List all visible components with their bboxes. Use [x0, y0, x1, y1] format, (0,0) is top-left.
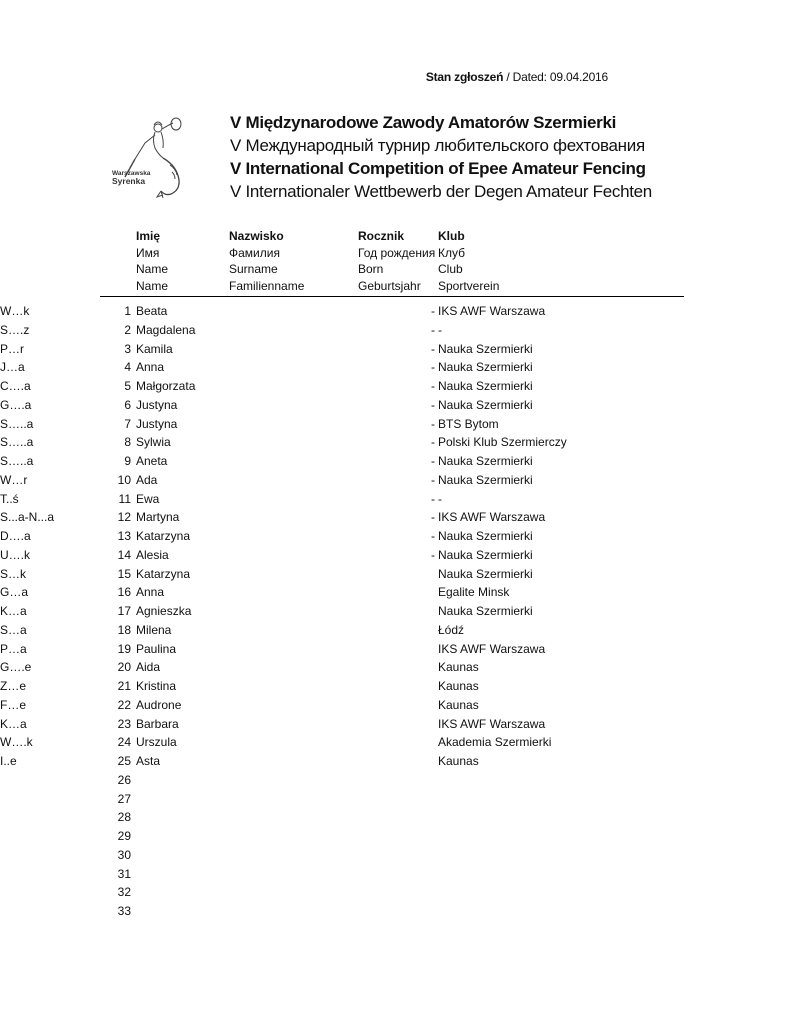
- surname: D….a: [0, 529, 31, 543]
- row-number: 22: [117, 697, 131, 712]
- row-number: 19: [117, 641, 131, 656]
- surname: F…e: [0, 697, 27, 712]
- header-divider: [100, 296, 684, 297]
- mermaid-fencer-icon: [110, 115, 205, 200]
- row-number: 1: [124, 304, 131, 318]
- separator-dash: -: [431, 416, 435, 431]
- club-name: Kaunas: [438, 697, 479, 712]
- row-number: 20: [117, 660, 131, 675]
- surname: K…a: [0, 604, 27, 618]
- club-name: Nauka Szermierki: [438, 547, 533, 562]
- table-row: [0, 321, 791, 340]
- surname: W…k: [0, 304, 30, 318]
- column-header-first-name: [136, 228, 168, 294]
- row-number: 29: [117, 829, 131, 843]
- row-number: 15: [117, 566, 131, 581]
- column-header-label: Фамилия: [229, 245, 280, 260]
- club-name: -: [438, 322, 442, 337]
- row-number: 31: [117, 866, 131, 881]
- table-row: [0, 471, 791, 490]
- surname: P…r: [0, 341, 24, 356]
- row-number: 4: [124, 360, 131, 375]
- column-header-label: Name: [136, 262, 169, 276]
- column-header-label: Familienname: [229, 278, 305, 293]
- table-row: [0, 602, 791, 621]
- first-name: Anna: [136, 585, 165, 600]
- club-name: Nauka Szermierki: [438, 566, 533, 581]
- column-header-label: Год рождения: [358, 245, 436, 260]
- separator-dash: -: [431, 472, 435, 487]
- surname: G….e: [0, 660, 32, 675]
- row-number: 11: [118, 491, 131, 506]
- first-name: Ada: [136, 472, 158, 487]
- first-name: Kristina: [136, 679, 177, 693]
- first-name: Aneta: [136, 454, 168, 468]
- first-name: Kamila: [136, 341, 173, 356]
- row-number: 7: [124, 416, 131, 431]
- column-header-surname: [229, 228, 304, 294]
- club-name: Kaunas: [438, 660, 479, 675]
- table-row: [0, 490, 791, 509]
- dated-label: Stan zgłoszeń: [425, 70, 504, 84]
- table-row: [0, 827, 791, 846]
- row-number: 18: [117, 622, 131, 637]
- club-name: -: [438, 491, 442, 506]
- row-number: 12: [117, 510, 131, 525]
- club-name: BTS Bytom: [438, 416, 499, 431]
- surname: S…..a: [0, 416, 34, 431]
- separator-dash: -: [431, 360, 435, 375]
- first-name: Magdalena: [136, 322, 196, 337]
- row-number: 33: [117, 904, 131, 918]
- first-name: Katarzyna: [136, 529, 191, 543]
- separator-dash: -: [431, 341, 435, 356]
- first-name: Aida: [136, 660, 161, 675]
- row-number: 16: [117, 585, 131, 600]
- row-number: 17: [117, 604, 131, 618]
- club-name: Nauka Szermierki: [438, 472, 533, 487]
- club-name: Kaunas: [438, 679, 479, 693]
- table-row: [0, 396, 791, 415]
- club-name: Akademia Szermierki: [438, 735, 552, 750]
- title-polish: V Międzynarodowe Zawody Amatorów Szermierki: [230, 113, 617, 132]
- first-name: Agnieszka: [136, 604, 192, 618]
- column-header-label: Klub: [438, 229, 465, 243]
- logo-line2: Syrenka: [112, 176, 146, 186]
- row-number: 8: [124, 435, 131, 450]
- table-row: [0, 415, 791, 434]
- first-name: Justyna: [136, 397, 178, 412]
- column-header-label: Sportverein: [438, 278, 500, 293]
- first-name: Urszula: [136, 735, 177, 750]
- club-name: Nauka Szermierki: [438, 529, 533, 543]
- title-german: V Internationaler Wettbewerb der Degen Amateur Fechten: [230, 182, 652, 201]
- surname: I..e: [0, 754, 17, 768]
- column-header-label: Club: [438, 262, 463, 276]
- row-number: 9: [124, 454, 131, 468]
- row-number: 30: [117, 847, 131, 862]
- surname: S…..a: [0, 454, 34, 468]
- row-number: 32: [117, 885, 131, 900]
- surname: G…a: [0, 585, 29, 600]
- club-name: Polski Klub Szermierczy: [438, 435, 567, 450]
- column-header-label: Клуб: [438, 245, 465, 260]
- row-number: 23: [117, 716, 131, 731]
- table-row: [0, 883, 791, 902]
- table-row: [0, 377, 791, 396]
- separator-dash: -: [431, 322, 435, 337]
- table-row: [0, 902, 791, 921]
- separator-dash: -: [431, 529, 435, 543]
- surname: U….k: [0, 547, 30, 562]
- club-name: Nauka Szermierki: [438, 604, 533, 618]
- first-name: Alesia: [136, 547, 169, 562]
- row-number: 2: [124, 322, 131, 337]
- competition-titles: [230, 111, 652, 203]
- club-name: Łódź: [438, 622, 465, 637]
- surname: S….z: [0, 322, 30, 337]
- column-header-label: Name: [136, 278, 169, 293]
- surname: T..ś: [0, 491, 19, 506]
- syrenka-logo: [110, 115, 205, 200]
- column-header-label: Geburtsjahr: [358, 278, 421, 293]
- surname: J…a: [0, 360, 25, 375]
- row-number: 27: [117, 791, 131, 806]
- first-name: Martyna: [136, 510, 180, 525]
- club-name: Nauka Szermierki: [438, 379, 533, 393]
- surname: P…a: [0, 641, 27, 656]
- column-header-born: [358, 228, 435, 294]
- table-row: [0, 358, 791, 377]
- first-name: Katarzyna: [136, 566, 191, 581]
- table-row: [0, 865, 791, 884]
- club-name: IKS AWF Warszawa: [438, 304, 546, 318]
- surname: S…k: [0, 566, 27, 581]
- club-name: Nauka Szermierki: [438, 360, 533, 375]
- dated-line: [420, 70, 608, 84]
- row-number: 14: [117, 547, 131, 562]
- separator-dash: -: [431, 379, 435, 393]
- separator-dash: -: [431, 397, 435, 412]
- first-name: Audrone: [136, 697, 182, 712]
- column-header-label: Surname: [229, 262, 278, 276]
- row-number: 21: [117, 679, 131, 693]
- table-row: [0, 752, 791, 771]
- row-number: 6: [124, 397, 131, 412]
- separator-dash: -: [431, 510, 435, 525]
- first-name: Sylwia: [136, 435, 171, 450]
- club-name: IKS AWF Warszawa: [438, 641, 546, 656]
- row-number: 5: [124, 379, 131, 393]
- first-name: Beata: [136, 304, 168, 318]
- column-header-label: Имя: [136, 245, 160, 260]
- table-row: [0, 583, 791, 602]
- first-name: Barbara: [136, 716, 179, 731]
- surname: S…..a: [0, 435, 34, 450]
- table-row: [0, 677, 791, 696]
- separator-dash: -: [431, 454, 435, 468]
- first-name: Paulina: [136, 641, 177, 656]
- club-name: Egalite Minsk: [438, 585, 510, 600]
- surname: C….a: [0, 379, 31, 393]
- surname: Z…e: [0, 679, 27, 693]
- dated-value: / Dated: 09.04.2016: [503, 70, 608, 84]
- separator-dash: -: [431, 491, 435, 506]
- club-name: Nauka Szermierki: [438, 454, 533, 468]
- surname: K…a: [0, 716, 27, 731]
- table-row: [0, 452, 791, 471]
- table-row: [0, 546, 791, 565]
- row-number: 24: [117, 735, 131, 750]
- row-number: 26: [117, 772, 131, 787]
- table-row: [0, 733, 791, 752]
- row-number: 28: [117, 810, 131, 825]
- table-row: [0, 621, 791, 640]
- surname: W…r: [0, 472, 28, 487]
- separator-dash: -: [431, 435, 435, 450]
- surname: W….k: [0, 735, 33, 750]
- club-name: IKS AWF Warszawa: [438, 716, 546, 731]
- club-name: Nauka Szermierki: [438, 397, 533, 412]
- table-row: [0, 808, 791, 827]
- column-header-club: [438, 228, 499, 294]
- first-name: Anna: [136, 360, 165, 375]
- table-row: [0, 771, 791, 790]
- separator-dash: -: [431, 304, 435, 318]
- table-row: [0, 715, 791, 734]
- club-name: IKS AWF Warszawa: [438, 510, 546, 525]
- surname: G….a: [0, 397, 32, 412]
- title-english: V International Competition of Epee Amateur Fencing: [230, 159, 646, 178]
- surname: S…a: [0, 622, 27, 637]
- column-header-label: Nazwisko: [229, 229, 284, 243]
- table-row: [0, 340, 791, 359]
- row-number: 10: [117, 472, 131, 487]
- logo-line1: Warszawska: [112, 170, 151, 177]
- table-row: [0, 846, 791, 865]
- table-row: [0, 658, 791, 677]
- club-name: Kaunas: [438, 754, 479, 768]
- table-row: [0, 433, 791, 452]
- row-number: 13: [117, 529, 131, 543]
- club-name: Nauka Szermierki: [438, 341, 533, 356]
- table-row: [0, 527, 791, 546]
- title-russian: V Международный турнир любительского фехтования: [230, 136, 645, 155]
- first-name: Justyna: [136, 416, 178, 431]
- first-name: Małgorzata: [136, 379, 196, 393]
- table-row: [0, 302, 791, 321]
- column-header-label: Born: [358, 262, 384, 276]
- column-header-label: Rocznik: [358, 229, 405, 243]
- separator-dash: -: [431, 547, 435, 562]
- table-row: [0, 640, 791, 659]
- first-name: Asta: [136, 754, 161, 768]
- column-header-label: Imię: [136, 229, 161, 243]
- table-row: [0, 696, 791, 715]
- row-number: 3: [124, 341, 131, 356]
- surname: S...a-N...a: [0, 510, 55, 525]
- first-name: Milena: [136, 622, 172, 637]
- first-name: Ewa: [136, 491, 160, 506]
- table-row: [0, 790, 791, 809]
- table-row: [0, 565, 791, 584]
- row-number: 25: [117, 754, 131, 768]
- table-row: [0, 508, 791, 527]
